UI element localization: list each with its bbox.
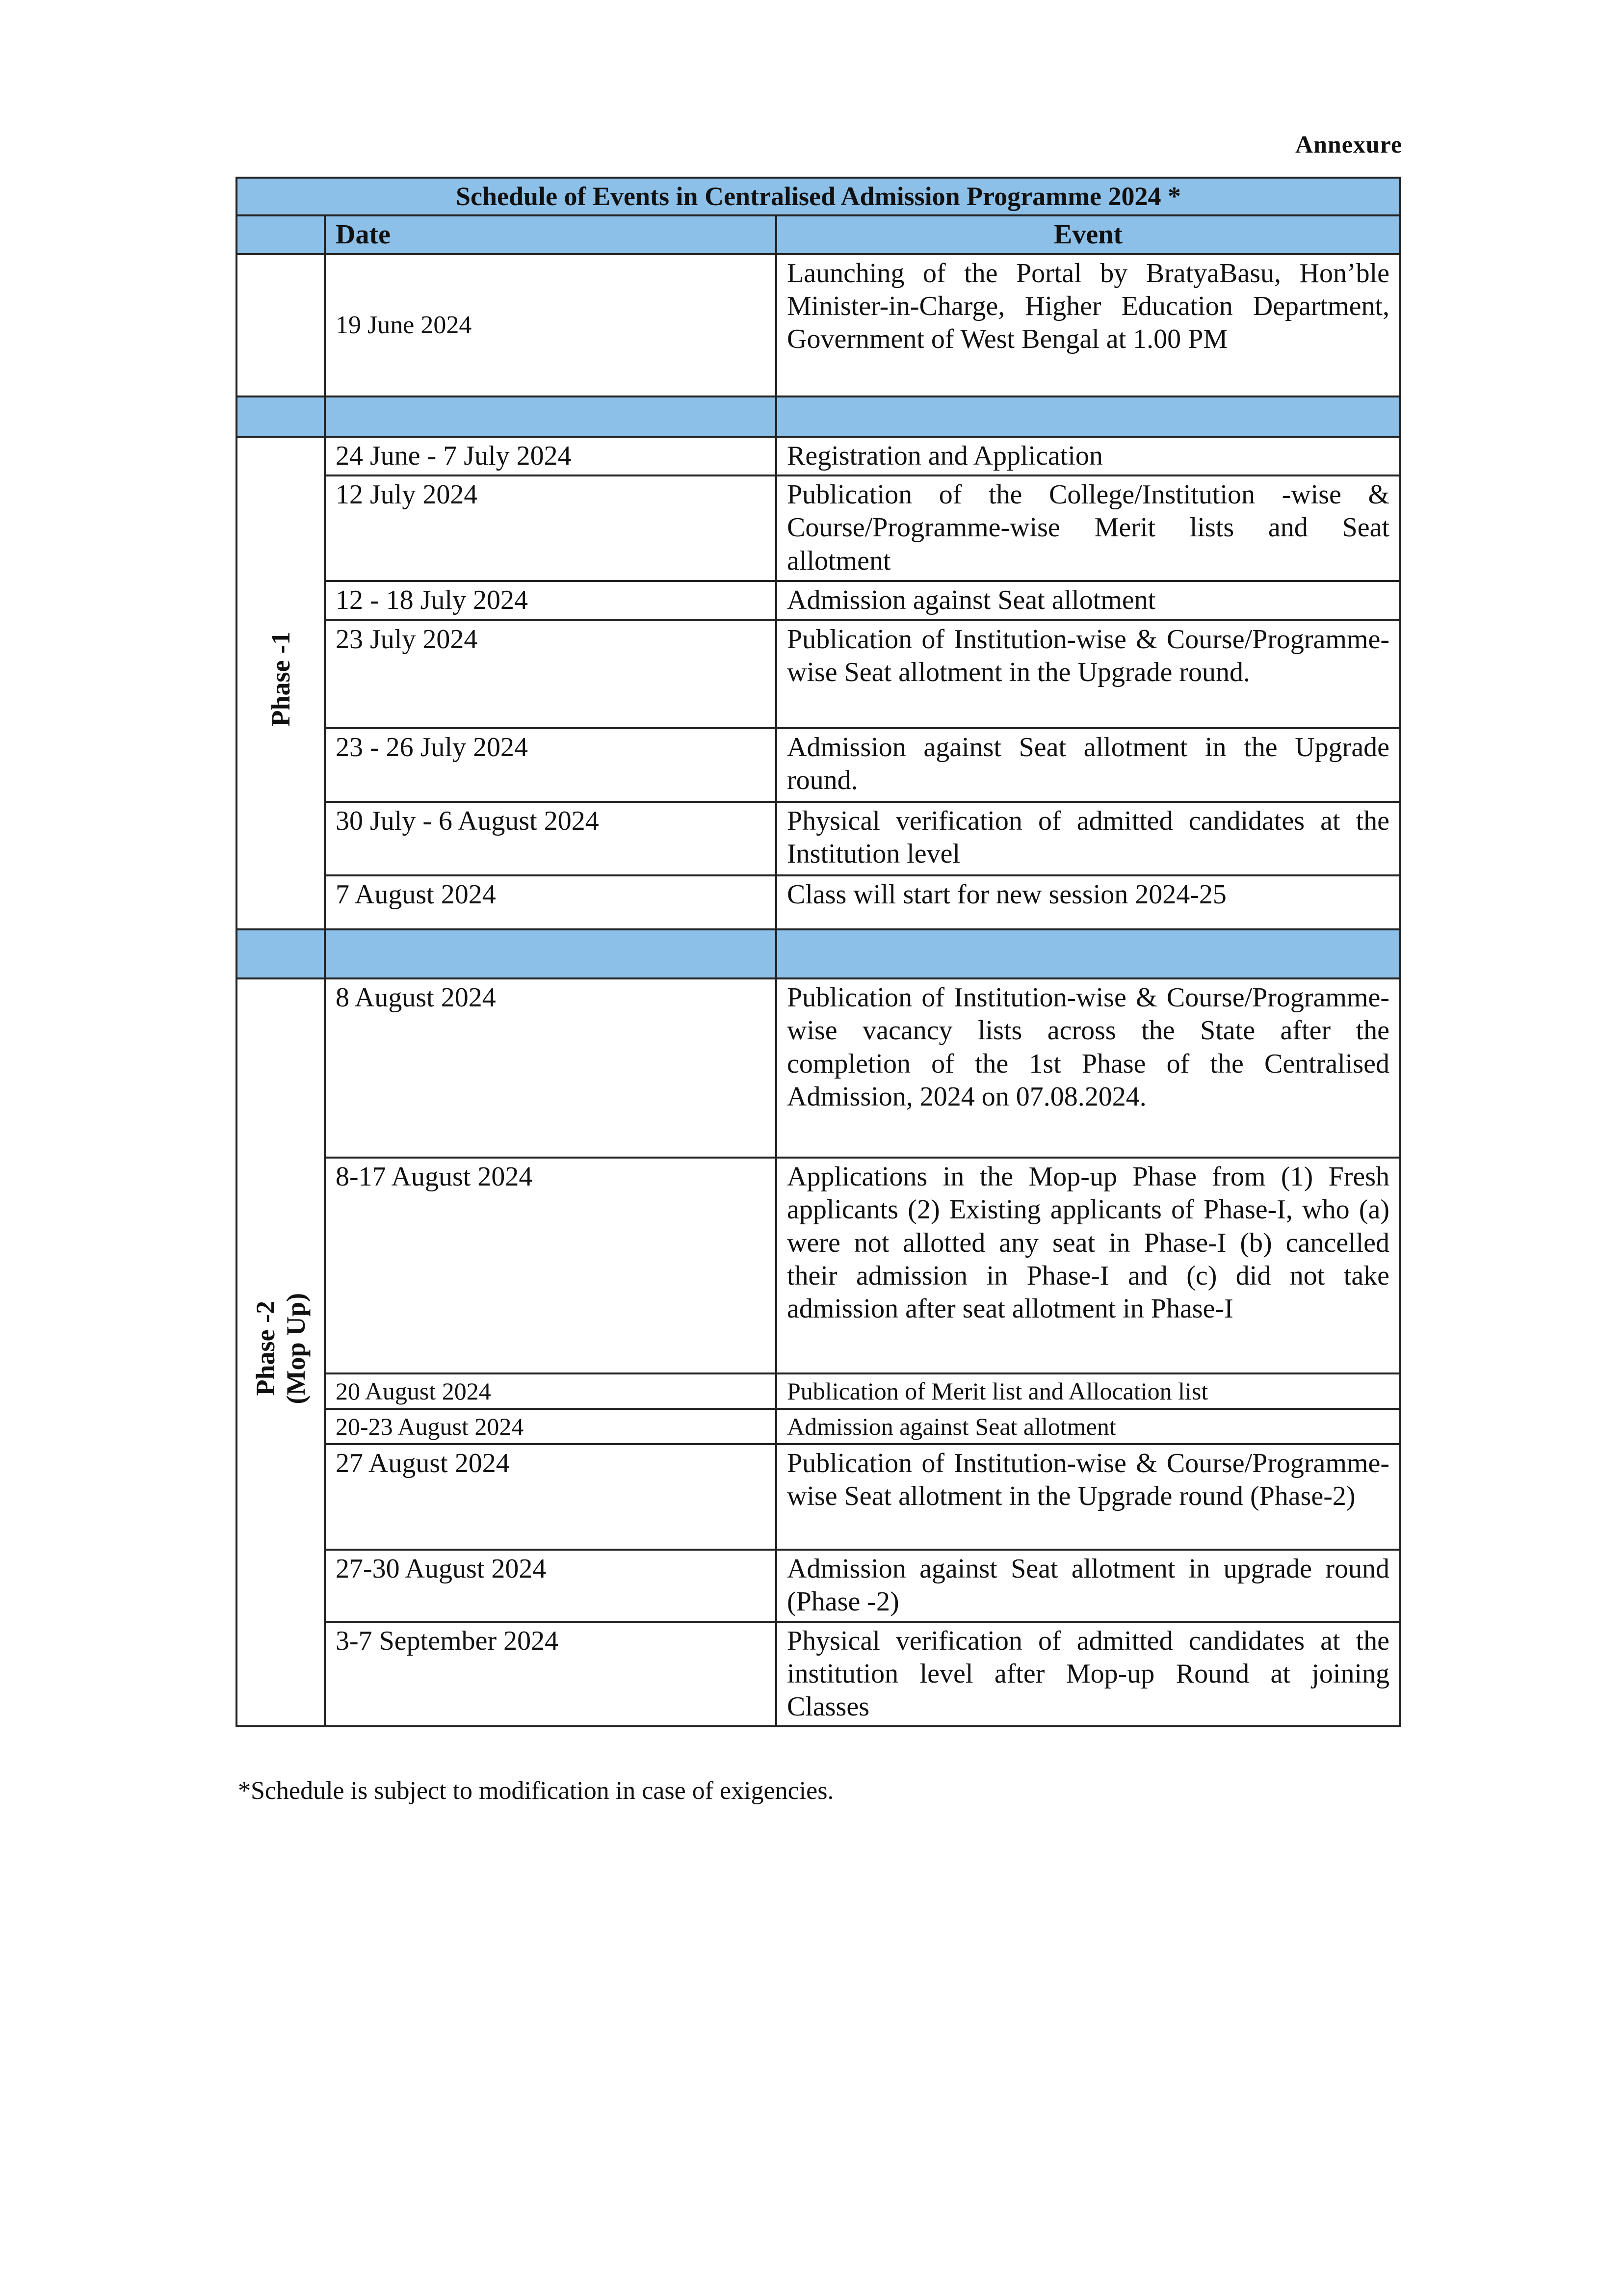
schedule-row [236, 1444, 1400, 1550]
row-event: Publication of Merit list and Allocation list [776, 1373, 1400, 1409]
schedule-row [236, 1409, 1400, 1444]
band-cell [236, 929, 325, 978]
row-date: 23 - 26 July 2024 [325, 728, 776, 802]
row-event: Admission against Seat allotment [776, 581, 1400, 620]
header-phase-cell [236, 215, 325, 254]
row-event: Publication of the College/Institution -wise & Course/Programme-wise Merit lists and Seat allotment [776, 475, 1400, 581]
schedule-row [236, 978, 1400, 1158]
band-cell [776, 929, 1400, 978]
schedule-row [236, 802, 1400, 875]
phase1-group [236, 437, 1400, 929]
row-date: 8-17 August 2024 [325, 1158, 776, 1373]
schedule-row [236, 475, 1400, 581]
row-event: Publication of Institution-wise & Course/Programme-wise Seat allotment in the Upgrade round (Phase-2) [776, 1444, 1400, 1550]
row-date: 12 - 18 July 2024 [325, 581, 776, 620]
row-date: 30 July - 6 August 2024 [325, 802, 776, 875]
schedule-row [236, 1158, 1400, 1373]
phase2-group [236, 978, 1400, 1726]
row-date: 23 July 2024 [325, 620, 776, 728]
table-title: Schedule of Events in Centralised Admission Programme 2024 * [236, 178, 1400, 215]
row-event: Physical verification of admitted candidates at the Institution level [776, 802, 1400, 875]
row-date: 12 July 2024 [325, 475, 776, 581]
row-event: Class will start for new session 2024-25 [776, 875, 1400, 929]
row-date: 3-7 September 2024 [325, 1622, 776, 1727]
schedule-row [236, 1373, 1400, 1409]
band-cell [325, 396, 776, 437]
launch-phase-cell [236, 254, 325, 396]
band-row-2 [236, 929, 1400, 978]
schedule-row [236, 728, 1400, 802]
footnote: *Schedule is subject to modification in case of exigencies. [238, 1777, 834, 1805]
schedule-row [236, 581, 1400, 620]
schedule-row [236, 437, 1400, 475]
row-date: 27 August 2024 [325, 1444, 776, 1550]
row-event: Publication of Institution-wise & Course/Programme-wise Seat allotment in the Upgrade round. [776, 620, 1400, 728]
row-event: Registration and Application [776, 437, 1400, 475]
band-row-1 [236, 396, 1400, 437]
schedule-row [236, 875, 1400, 929]
header-date: Date [325, 215, 776, 254]
row-event: Publication of Institution-wise & Course/Programme-wise vacancy lists across the State after the completion of the 1st Phase of the Centralised Admission, 2024 on 07.08.2024. [776, 978, 1400, 1158]
row-event: Admission against Seat allotment in upgrade round (Phase -2) [776, 1550, 1400, 1621]
launch-date: 19 June 2024 [325, 254, 776, 396]
phase2-label-cell [236, 978, 325, 1726]
schedule-row [236, 1622, 1400, 1727]
schedule-row [236, 1550, 1400, 1621]
header-row [236, 215, 1400, 254]
launch-event: Launching of the Portal by BratyaBasu, Hon’ble Minister-in-Charge, Higher Education Department, Government of West Bengal at 1.00 PM [776, 254, 1400, 396]
row-date: 7 August 2024 [325, 875, 776, 929]
band-cell [325, 929, 776, 978]
annexure-label: Annexure [1295, 131, 1403, 158]
band-cell [236, 396, 325, 437]
title-row [236, 178, 1400, 215]
phase1-label: Phase -1 [265, 632, 295, 727]
row-date: 20 August 2024 [325, 1373, 776, 1409]
row-date: 20-23 August 2024 [325, 1409, 776, 1444]
row-date: 24 June - 7 July 2024 [325, 437, 776, 475]
row-event: Admission against Seat allotment [776, 1409, 1400, 1444]
phase1-label-cell [236, 437, 325, 929]
schedule-table [236, 177, 1401, 1727]
row-date: 27-30 August 2024 [325, 1550, 776, 1621]
row-event: Physical verification of admitted candidates at the institution level after Mop-up Round at joining Classes [776, 1622, 1400, 1727]
launch-row [236, 254, 1400, 396]
row-date: 8 August 2024 [325, 978, 776, 1158]
schedule-row [236, 620, 1400, 728]
band-cell [776, 396, 1400, 437]
row-event: Applications in the Mop-up Phase from (1) Fresh applicants (2) Existing applicants of Phase-I, who (a) were not allotted any seat in Phase-I (b) cancelled their admission in Phase-I and (c) did not take admission after seat allotment in Phase-I [776, 1158, 1400, 1373]
header-event: Event [776, 215, 1400, 254]
phase2-label: Phase -2 (Mop Up) [250, 1293, 311, 1404]
row-event: Admission against Seat allotment in the Upgrade round. [776, 728, 1400, 802]
